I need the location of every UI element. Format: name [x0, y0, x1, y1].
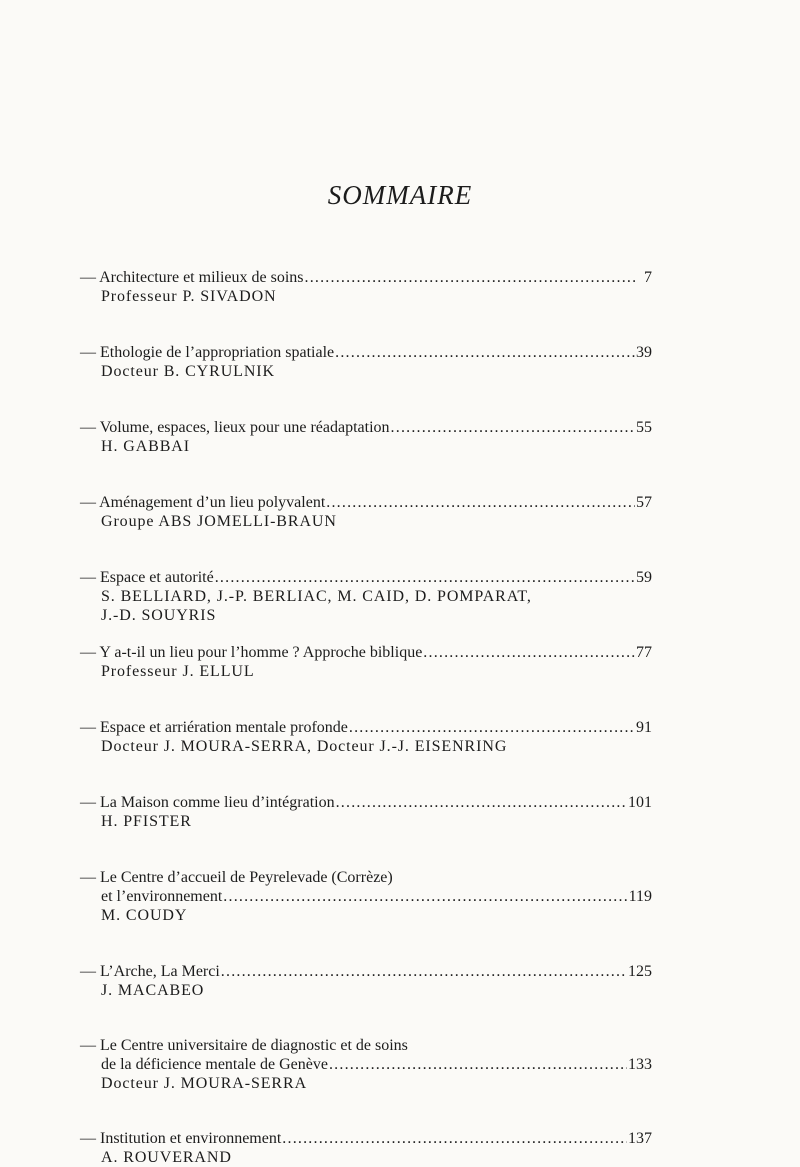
toc-entry-title: — Espace et arriération mentale profonde	[80, 719, 348, 736]
dot-leader	[282, 1129, 627, 1148]
dot-leader	[335, 343, 635, 362]
toc-entry	[80, 418, 652, 456]
toc-entry	[80, 718, 652, 756]
toc-entry	[80, 643, 652, 681]
toc-page-number: 125	[628, 963, 652, 980]
dot-leader	[336, 793, 627, 812]
toc-entry-title: et l’environnement	[101, 888, 223, 905]
toc-entry	[80, 1129, 652, 1167]
toc-page-number: 119	[628, 888, 652, 905]
toc-entry-author: J. MACABEO	[101, 982, 205, 999]
toc-page-number: 77	[636, 644, 652, 661]
toc-entry-author: Groupe ABS JOMELLI-BRAUN	[101, 513, 337, 530]
toc-entry-author: Docteur J. MOURA-SERRA	[101, 1075, 308, 1092]
toc-page-number: 133	[628, 1056, 652, 1073]
toc-page-number: 57	[636, 494, 652, 511]
toc-page-number: 91	[636, 719, 652, 736]
toc-entry-author: M. COUDY	[101, 907, 188, 924]
toc-entry-title: de la déficience mentale de Genève	[101, 1056, 328, 1073]
page-title: SOMMAIRE	[327, 180, 473, 210]
toc-entry-author: H. PFISTER	[101, 813, 192, 830]
toc-page-number: 101	[628, 794, 652, 811]
dot-leader	[305, 268, 636, 287]
toc-entry-title: — Architecture et milieux de soins	[80, 269, 304, 286]
toc-entry-title: — Y a-t-il un lieu pour l’homme ? Approche biblique	[80, 644, 423, 661]
toc-entry-author: Professeur P. SIVADON	[101, 288, 277, 305]
dot-leader	[349, 718, 635, 737]
toc-entry	[80, 793, 652, 831]
toc-entry	[80, 868, 652, 925]
toc-entry	[80, 493, 652, 531]
toc-entry-title: — Aménagement d’un lieu polyvalent	[80, 494, 326, 511]
toc-page-number: 137	[628, 1130, 652, 1147]
toc-entry	[80, 962, 652, 1000]
toc-entry-title: — Ethologie de l’appropriation spatiale	[80, 344, 335, 361]
toc-entry	[80, 568, 652, 625]
toc-entry-author: S. BELLIARD, J.-P. BERLIAC, M. CAID, D. POMPARAT,	[101, 588, 532, 605]
dot-leader	[215, 568, 635, 587]
toc-entry-author: Professeur J. ELLUL	[101, 663, 255, 680]
dot-leader	[221, 962, 627, 981]
toc-page-number: 7	[644, 269, 652, 286]
dot-leader	[391, 418, 635, 437]
toc-entry	[80, 343, 652, 381]
toc-entry	[80, 268, 652, 306]
dot-leader	[423, 643, 635, 662]
toc-entry-author: H. GABBAI	[101, 438, 190, 455]
dot-leader	[326, 493, 635, 512]
dot-leader	[223, 887, 627, 906]
toc-entry-title: — Le Centre universitaire de diagnostic et de soins	[80, 1037, 408, 1054]
toc-entry-author: Docteur J. MOURA-SERRA, Docteur J.-J. EISENRING	[101, 738, 508, 755]
toc-page-number: 39	[636, 344, 652, 361]
toc-entry-title: — Volume, espaces, lieux pour une réadaptation	[80, 419, 390, 436]
toc-page-number: 59	[636, 569, 652, 586]
toc-page-number: 55	[636, 419, 652, 436]
toc-entry-title: — L’Arche, La Merci	[80, 963, 220, 980]
table-of-contents	[80, 268, 652, 1167]
toc-entry-title: — Institution et environnement	[80, 1130, 282, 1147]
toc-entry-author: A. ROUVERAND	[101, 1149, 232, 1166]
toc-entry-author: J.-D. SOUYRIS	[101, 607, 217, 624]
toc-entry	[80, 1036, 652, 1093]
toc-entry-title: — La Maison comme lieu d’intégration	[80, 794, 335, 811]
toc-entry-title: — Le Centre d’accueil de Peyrelevade (Corrèze)	[80, 869, 393, 886]
dot-leader	[329, 1055, 627, 1074]
toc-entry-title: — Espace et autorité	[80, 569, 214, 586]
toc-entry-author: Docteur B. CYRULNIK	[101, 363, 275, 380]
